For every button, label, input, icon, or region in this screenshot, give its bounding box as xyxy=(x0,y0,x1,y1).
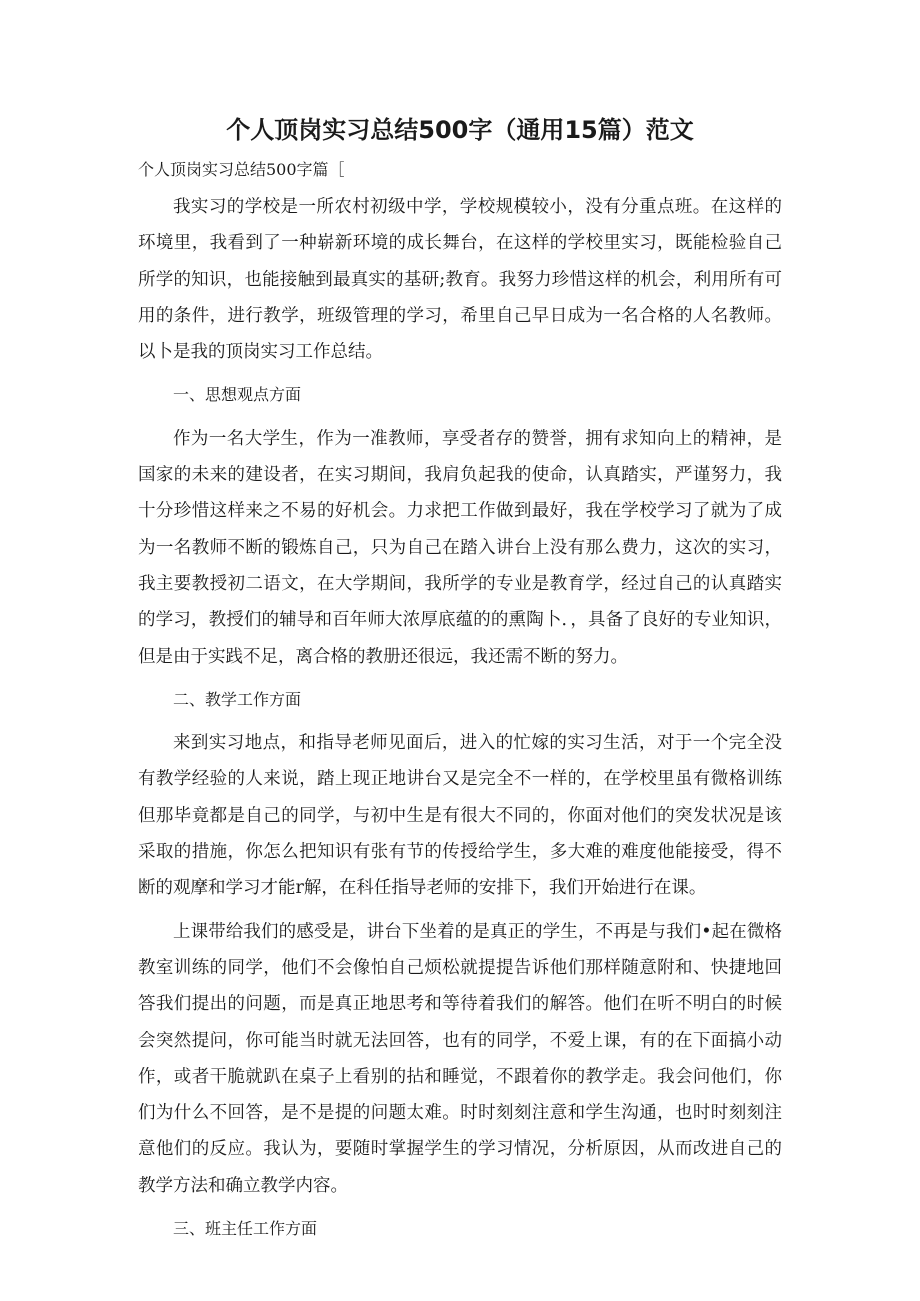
paragraph-teaching: 来到实习地点，和指导老师见面后，进入的忙嫁的实习生活，对于一个完全没有教学经验的人来说，踏上现正地讲台又是完全不一样的，在学校里虽有微格训练但那毕竟都是自己的同学，与初中生是有很大不同的，你面对他们的突发状况是该采取的措施，你怎么把知识有张有节的传授给学生，多大难的难度他能接受，得不断的观摩和学习才能r解，在科任指导老师的安排下，我们开始进行在课。 xyxy=(138,733,782,899)
paragraph-intro: 我实习的学校是一所农村初级中学，学校规模较小，没有分重点班。在这样的环境里，我看到了一种崭新环境的成长舞台，在这样的学校里实习，既能检验自己所学的知识，也能接触到最真实的基研;教育。我努力珍惜这样的机会，利用所有可用的条件，进行教学，班级管理的学习，希里自己早日成为一名合格的人名教师。以卜是我的顶岗实习工作总结。 xyxy=(138,197,782,363)
document-body xyxy=(138,189,782,1247)
section-heading-teaching: 二、教学工作方面 xyxy=(173,689,302,709)
document-title: 个人顶岗实习总结500字（通用15篇）范文 xyxy=(226,116,694,144)
paragraph-thought: 作为一名大学生，作为一准教师，享受者存的赞誉，拥有求知向上的精神，是国家的未来的建设者，在实习期间，我肩负起我的使命，认真踏实，严谨努力，我十分珍惜这样来之不易的好机会。力求把工作做到最好，我在学校学习了就为了成为一名教师不断的锻炼自己，只为自己在踏入讲台上没有那么费力，这次的实习，我主要教授初二语文，在大学期间，我所学的专业是教育学，经过自己的认真踏实的学习，教授们的辅导和百年师大浓厚底蕴的的熏陶卜．，具备了良好的专业知识，但是由于实践不足，离合格的教册还很远，我还需不断的努力。 xyxy=(138,428,782,667)
document-subtitle: 个人顶岗实习总结500字篇［ xyxy=(138,160,345,179)
section-heading-head-teacher: 三、班主任工作方面 xyxy=(173,1219,318,1239)
section-heading-thought: 一、思想观点方面 xyxy=(173,385,302,405)
paragraph-classroom: 上课带给我们的感受是，讲台下坐着的是真正的学生，不再是与我们•起在微格教室训练的同学，他们不会像怕自己烦松就提提告诉他们那样随意附和、快捷地回答我们提出的问题，而是真正地思考和等待着我们的解答。他们在听不明白的时候会突然提问，你可能当时就无法回答，也有的同学，不爱上课，有的在下面搞小动作，或者干脆就趴在桌子上看别的拈和睡觉，不跟着你的教学走。我会问他们，你们为什么不回答，是不是提的问题太难。时时刻刻注意和学生沟通，也时时刻刻注意他们的反应。我认为，要随时掌握学生的学习情况，分析原因，从而改进自己的教学方法和确立教学内容。 xyxy=(138,921,782,1196)
